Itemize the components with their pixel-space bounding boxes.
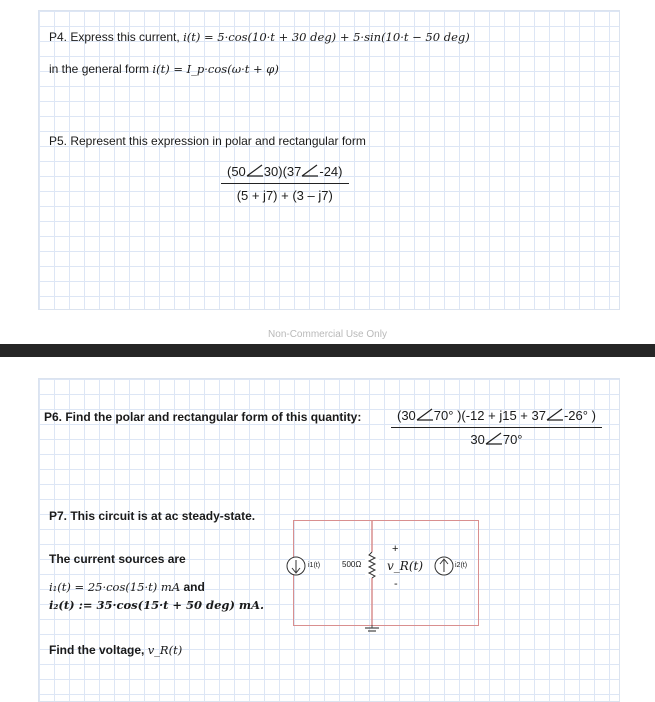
p7-i2-expression: i₂(t) := 35·cos(15·t + 50 deg) mA. xyxy=(49,598,264,612)
p7-and: and xyxy=(183,580,205,594)
p7-find-variable: v_R(t) xyxy=(147,643,183,657)
p4-lead: P4. Express this current, xyxy=(49,30,180,44)
source-1-label: i1(t) xyxy=(308,562,321,569)
p7-i1-expression: i₁(t) = 25·cos(15·t) mA xyxy=(49,580,181,594)
p7-find-label: Find the voltage, xyxy=(49,643,145,657)
p6-num-part-a: (30 xyxy=(397,408,416,423)
current-source-2-icon xyxy=(435,557,453,575)
p7-title: P7. This circuit is at ac steady-state. xyxy=(49,509,256,523)
p5-title: P5. Represent this expression in polar and rectangular form xyxy=(49,134,366,148)
p6-num-part-b: 70° )(-12 + j15 + 37 xyxy=(433,408,546,423)
vr-label: v_R(t) xyxy=(387,559,423,573)
p4-current-expression: i(t) = 5·cos(10·t + 30 deg) + 5·sin(10·t − 50 deg) xyxy=(183,30,470,44)
watermark: Non-Commercial Use Only xyxy=(268,329,387,340)
p6-num-part-c: -26° ) xyxy=(563,408,596,423)
ground-icon xyxy=(365,625,379,631)
p6-den-part-a: 30 xyxy=(470,432,485,447)
p7-sources-label: The current sources are xyxy=(49,552,186,566)
p5-denominator: (5 + j7) + (3 – j7) xyxy=(236,188,333,203)
p6-den-part-b: 70° xyxy=(502,432,523,447)
resistor-icon xyxy=(365,552,379,578)
minus-sign: - xyxy=(394,578,398,590)
source-2-label: i2(t) xyxy=(455,562,468,569)
p5-num-part-a: (50 xyxy=(227,164,246,179)
p4-general-lead: in the general form xyxy=(49,62,150,76)
p4-general-form: i(t) = I_p·cos(ω·t + φ) xyxy=(152,62,279,76)
current-source-1-icon xyxy=(287,557,305,575)
p5-num-part-b: 30)(37 xyxy=(263,164,302,179)
p6-title: P6. Find the polar and rectangular form of this quantity: xyxy=(44,410,362,424)
p5-num-part-c: -24) xyxy=(319,164,343,179)
plus-sign: + xyxy=(392,543,399,555)
resistor-label: 500Ω xyxy=(342,560,362,569)
